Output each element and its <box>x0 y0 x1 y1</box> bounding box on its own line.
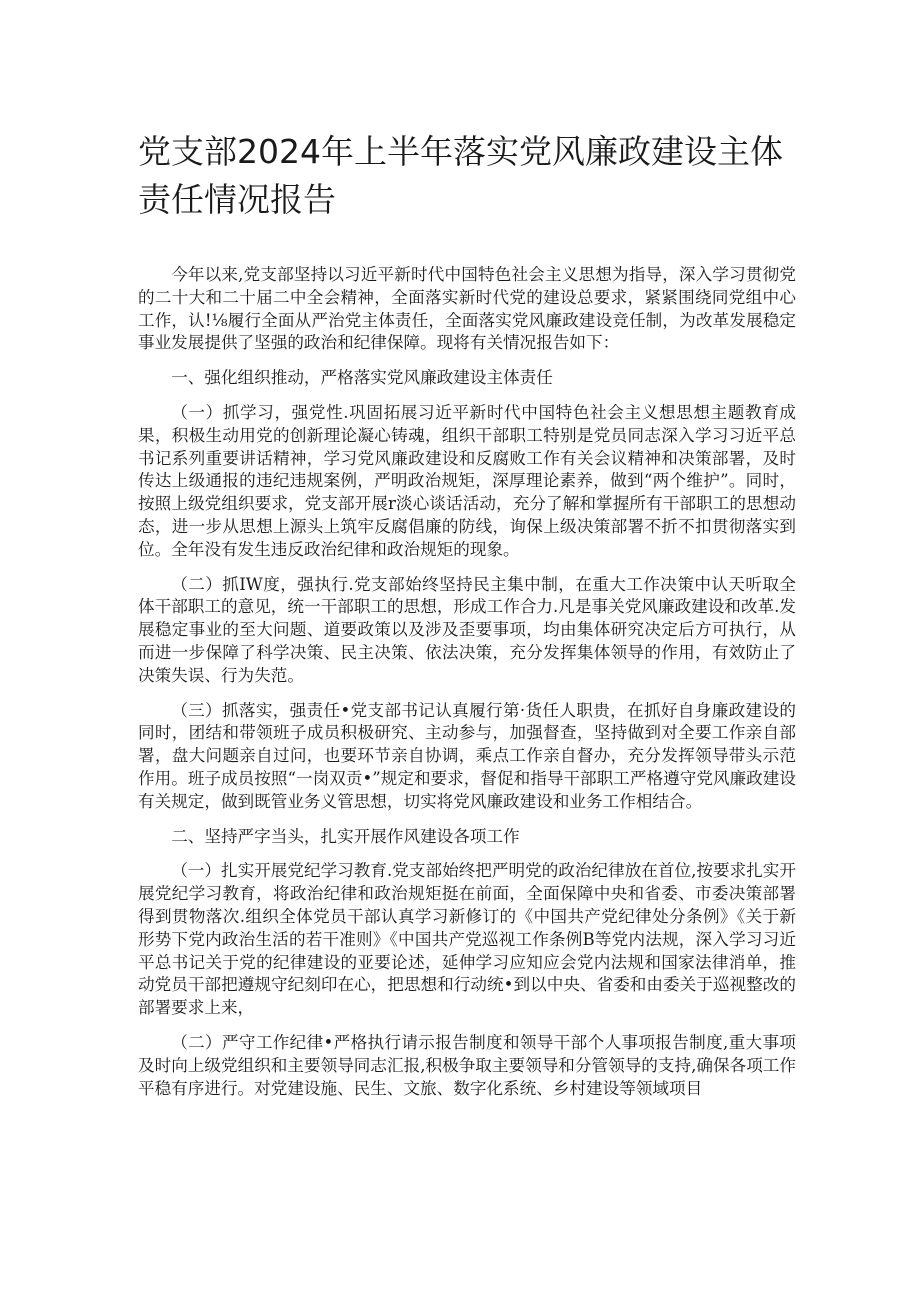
section-heading-2: 二、坚持严字当头，扎实开展作风建设各项工作 <box>171 826 520 846</box>
body-paragraph: （二）严守工作纪律•严格执行请示报告制度和领导干部个人事项报告制度,重大事项及时向上级党组织和主要领导同志汇报,积极争取主要领导和分管领导的支持,确保各项工作平稳有序进行。对党建设施、民生、文旅、数字化系统、乡村建设等领域项目 <box>138 1032 796 1098</box>
body-paragraph: （一）扎实开展党纪学习教育.党支部始终把严明党的政治纪律放在首位,按要求扎实开展党纪学习教育，将政治纪律和政治规矩挺在前面，全面保障中央和省委、市委决策部署得到贯物落次.组织全体党员干部认真学习新修订的《中国共产党纪律处分条例》《关于新形势下党内政治生活的若干准则》《中国共产党巡视工作条例B等党内法规，深入学习习近平总书记关于党的纪律建设的亚要论述，延伸学习应知应会党内法规和国家法律消单，推动党员干部把遵规守纪刻印在心，把思想和行动统•到以中央、省委和由委关于巡视整改的部署要求上来， <box>138 861 796 1018</box>
document-title: 党支部2024年上半年落实党风廉政建设主体责任情况报告 <box>138 132 783 219</box>
body-paragraph: （二）抓IW度，强执行.党支部始终坚持民主集中制，在重大工作决策中认天听取全体干部职工的意见，统一干部职工的思想，形成工作合力.凡是事关党风廉政建设和改革.发展稳定事业的至大问题、道要政策以及涉及歪要事项，均由集体研究决定后方可执行，从而进一步保障了科学决策、民主决策、依法决策，充分发挥集体领导的作用，有效防止了决策失误、行为失范。 <box>138 574 796 685</box>
body-paragraph: （一）抓学习，强党性.巩固拓展习近平新时代中国特色社会主义想思想主题教育成果，积极生动用党的创新理论凝心铸魂，组织干部职工特别是党员同志深入学习习近平总书记系列重要讲话精神，学习党风廉政建设和反腐败工作有关会议精神和决策部署，及时传达上级通报的违纪违规案例，严明政治规矩，深厚理论素养，做到“两个维护”。同时，按照上级党组织要求，党支部开展r淡心谈话活动，充分了解和掌握所有干部职工的思想动态，进一步从思想上源头上筑牢反腐倡廉的防线，询保上级决策部署不折不扣贯彻落实到位。全年没有发生违反政治纪律和政治规矩的现象。 <box>138 402 796 559</box>
document-body <box>138 264 796 1112</box>
body-paragraph: （三）抓落实，强责任•党支部书记认真履行第·货任人职贵，在抓好自身廉政建设的同时，团结和带领班子成员积极研究、主动参与，加强督查，坚持做到对全要工作亲自部署，盘大问题亲自过问，也要环节亲自协调，乘点工作亲自督办，充分发挥领导带头示范作用。班子成员按照“一岗双贡•”规定和要求，督促和指导干部职工严格遵守党风廉政建设有关规定，做到既管业务义管思想，切实将党风廉政建设和业务工作相结合。 <box>138 700 796 811</box>
section-heading-1: 一、强化组织推动，严格落实党风廉政建设主体责任 <box>171 368 553 388</box>
intro-paragraph: 今年以来,党支部坚持以习近平新时代中国特色社会主义思想为指导，深入学习贯彻党的二十大和二十届二中全会精神，全面落实新时代党的建设总要求，紧紧围绕同党组中心工作，认!⅛履行全面从严治党主体责任，全面落实党风廉政建设竞任制，为改革发展稳定事业发展提供了坚强的政治和纪律保障。现将有关情况报告如下： <box>138 265 796 353</box>
